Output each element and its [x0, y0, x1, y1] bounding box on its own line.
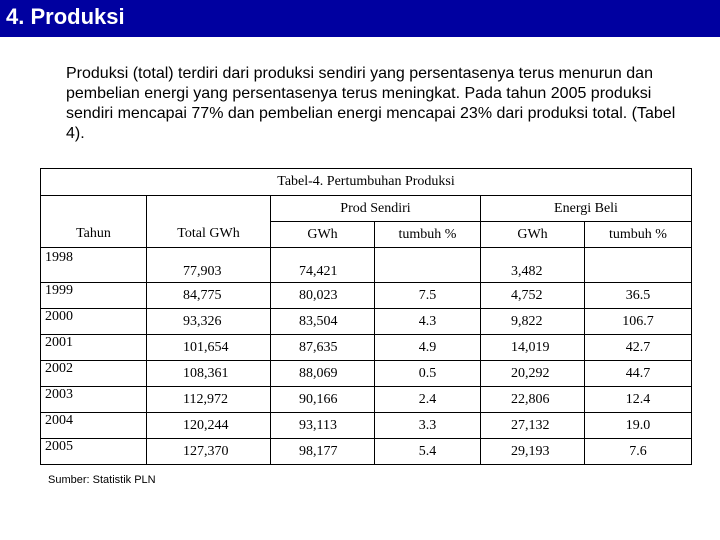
cell-prod-tumbuh: 0.5	[375, 361, 481, 387]
column-header-prod-tumbuh: tumbuh %	[375, 222, 481, 248]
cell-beli-tumbuh: 12.4	[585, 387, 692, 413]
column-header-prod-gwh: GWh	[271, 222, 375, 248]
slide-title-bar	[0, 0, 720, 37]
cell-total-gwh: 101,654	[147, 335, 271, 361]
cell-prod-gwh: 93,113	[271, 413, 375, 439]
cell-beli-tumbuh	[585, 248, 692, 283]
cell-beli-tumbuh: 19.0	[585, 413, 692, 439]
table-row	[41, 439, 692, 465]
cell-total-gwh: 108,361	[147, 361, 271, 387]
cell-beli-tumbuh: 36.5	[585, 283, 692, 309]
cell-total-gwh: 93,326	[147, 309, 271, 335]
column-header-beli-tumbuh: tumbuh %	[585, 222, 692, 248]
column-header-beli-gwh: GWh	[481, 222, 585, 248]
cell-prod-gwh: 74,421	[271, 248, 375, 283]
cell-beli-gwh: 14,019	[481, 335, 585, 361]
cell-prod-tumbuh: 3.3	[375, 413, 481, 439]
cell-total-gwh: 84,775	[147, 283, 271, 309]
cell-beli-gwh: 20,292	[481, 361, 585, 387]
cell-prod-tumbuh: 5.4	[375, 439, 481, 465]
cell-total-gwh: 112,972	[147, 387, 271, 413]
cell-prod-gwh: 80,023	[271, 283, 375, 309]
cell-prod-gwh: 98,177	[271, 439, 375, 465]
cell-beli-tumbuh: 106.7	[585, 309, 692, 335]
cell-tahun: 1999	[41, 283, 147, 309]
production-table	[40, 168, 692, 465]
cell-beli-tumbuh: 44.7	[585, 361, 692, 387]
cell-prod-tumbuh	[375, 248, 481, 283]
cell-beli-gwh: 9,822	[481, 309, 585, 335]
group-header-prod-sendiri: Prod Sendiri	[271, 196, 481, 222]
cell-prod-gwh: 88,069	[271, 361, 375, 387]
table-row	[41, 309, 692, 335]
cell-total-gwh: 77,903	[147, 248, 271, 283]
cell-tahun: 2003	[41, 387, 147, 413]
cell-tahun: 2005	[41, 439, 147, 465]
cell-tahun: 2002	[41, 361, 147, 387]
cell-prod-tumbuh: 2.4	[375, 387, 481, 413]
source-note: Sumber: Statistik PLN	[48, 474, 156, 486]
group-header-energi-beli: Energi Beli	[481, 196, 692, 222]
table-row	[41, 248, 692, 283]
cell-prod-gwh: 87,635	[271, 335, 375, 361]
cell-prod-tumbuh: 4.3	[375, 309, 481, 335]
column-header-tahun: Tahun	[41, 222, 147, 248]
cell-prod-tumbuh: 7.5	[375, 283, 481, 309]
description-paragraph: Produksi (total) terdiri dari produksi sendiri yang persentasenya terus menurun dan pembelian energi yang persentasenya terus meningkat. Pada tahun 2005 produksi sendiri mencapai 77% dan pembelian energi mencapai 23% dari produksi total. (Tabel 4).	[66, 65, 676, 142]
slide-title: 4. Produksi	[6, 4, 125, 29]
table-caption: Tabel-4. Pertumbuhan Produksi	[41, 169, 692, 196]
table-row	[41, 387, 692, 413]
cell-tahun: 2000	[41, 309, 147, 335]
cell-beli-tumbuh: 42.7	[585, 335, 692, 361]
cell-beli-gwh: 4,752	[481, 283, 585, 309]
cell-beli-gwh: 3,482	[481, 248, 585, 283]
header-spacer	[41, 196, 147, 222]
cell-prod-tumbuh: 4.9	[375, 335, 481, 361]
column-header-total-gwh: Total GWh	[147, 222, 271, 248]
cell-prod-gwh: 90,166	[271, 387, 375, 413]
table-row	[41, 413, 692, 439]
cell-beli-gwh: 27,132	[481, 413, 585, 439]
cell-beli-gwh: 29,193	[481, 439, 585, 465]
cell-total-gwh: 127,370	[147, 439, 271, 465]
cell-prod-gwh: 83,504	[271, 309, 375, 335]
cell-tahun: 2004	[41, 413, 147, 439]
cell-beli-tumbuh: 7.6	[585, 439, 692, 465]
cell-total-gwh: 120,244	[147, 413, 271, 439]
table-row	[41, 361, 692, 387]
cell-tahun: 1998	[41, 248, 147, 283]
column-header-row	[41, 222, 692, 248]
header-spacer	[147, 196, 271, 222]
table-row	[41, 283, 692, 309]
table-row	[41, 335, 692, 361]
cell-tahun: 2001	[41, 335, 147, 361]
cell-beli-gwh: 22,806	[481, 387, 585, 413]
